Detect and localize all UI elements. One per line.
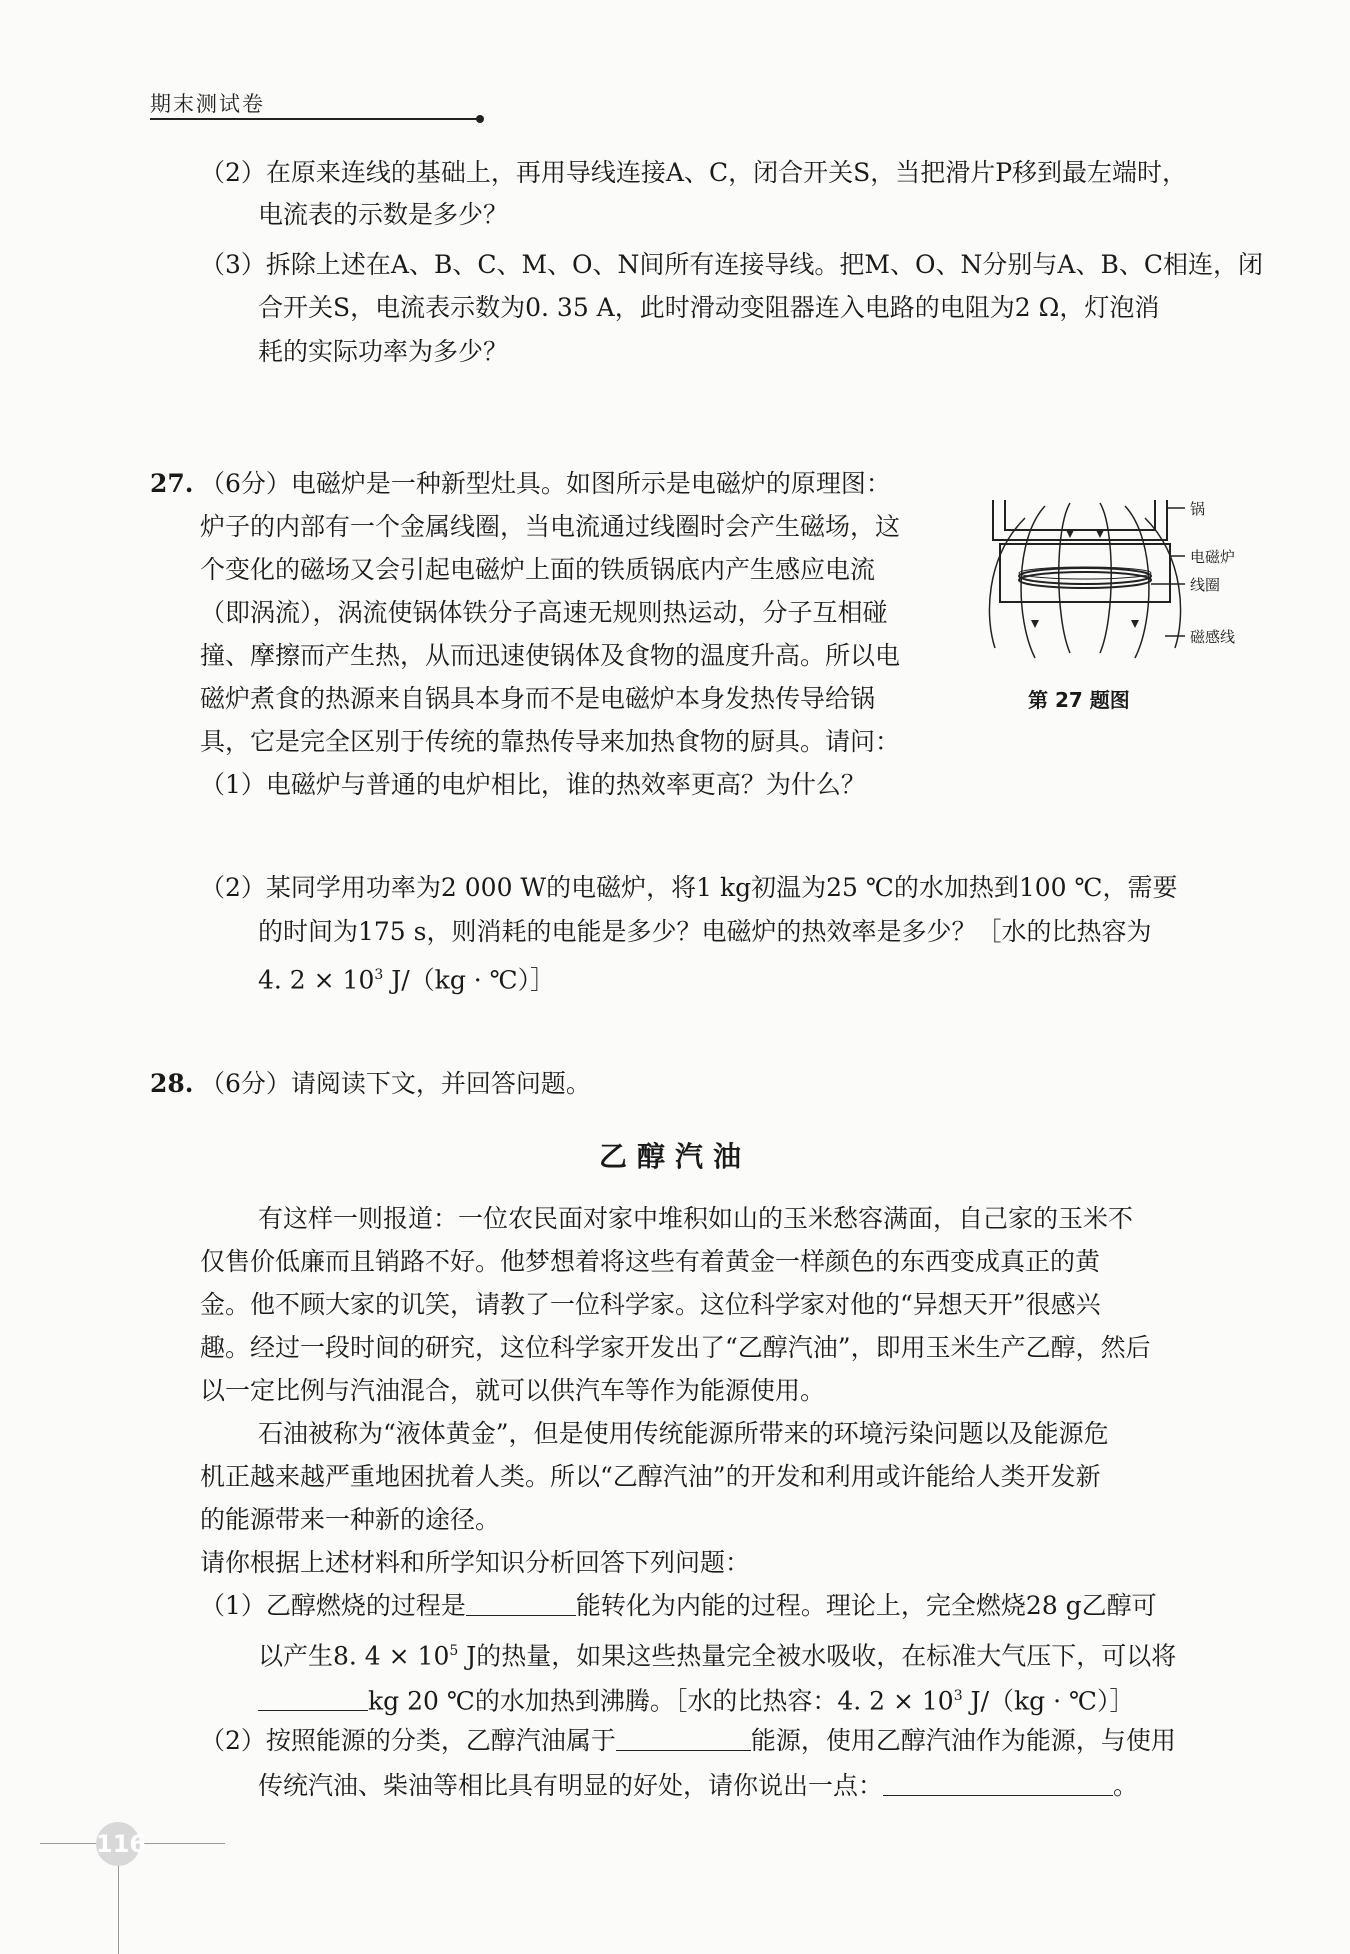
passage-line: 以一定比例与汽油混合，就可以供汽车等作为能源使用。 bbox=[200, 1376, 826, 1405]
page-number: 116 bbox=[96, 1822, 140, 1866]
header-rule bbox=[150, 118, 480, 120]
q27-text-line: （即涡流），涡流使锅体铁分子高速无规则热运动，分子互相碰 bbox=[200, 598, 888, 627]
q28-part2-line2: 传统汽油、柴油等相比具有明显的好处，请你说出一点： 。 bbox=[258, 1771, 1139, 1800]
figure-caption: 第 27 题图 bbox=[1028, 688, 1130, 712]
passage-line: 金。他不顾大家的讥笑，请教了一位科学家。这位科学家对他的“异想天开”很感兴 bbox=[200, 1290, 1101, 1319]
passage-line: 有这样一则报道：一位农民面对家中堆积如山的玉米愁容满面，自己家的玉米不 bbox=[258, 1204, 1134, 1233]
answer-blank[interactable] bbox=[258, 1686, 368, 1711]
q28-part1-line2: 以产生8. $4 \times 10^5$ J的热量，如果这些热量完全被水吸收，在标准大气压下，可以将 bbox=[258, 1641, 1177, 1671]
q26-part3-line2: 合开关S，电流表示数为0. 35 A，此时滑动变阻器连入电路的电阻为2 Ω，灯泡消 bbox=[258, 293, 1160, 322]
header-dot bbox=[476, 115, 484, 123]
answer-blank[interactable] bbox=[616, 1726, 751, 1751]
label-coil: 线圈 bbox=[1190, 576, 1221, 594]
q27-part2-line3: 4. $2 \times 10^3$ J/（kg · ℃）］ bbox=[258, 965, 556, 995]
q28-part2-line1: （2）按照能源的分类，乙醇汽油属于 能源，使用乙醇汽油作为能源，与使用 bbox=[200, 1726, 1176, 1755]
q27-text-line: 磁炉煮食的热源来自锅具本身而不是电磁炉本身发热传导给锅 bbox=[200, 684, 876, 713]
answer-blank[interactable] bbox=[466, 1591, 576, 1616]
q28-intro: （6分）请阅读下文，并回答问题。 bbox=[200, 1069, 591, 1098]
q28-part1-line3: kg 20 ℃的水加热到沸腾。［水的比热容：4. $2 \times 10^3$ J/（kg · ℃）］ bbox=[258, 1681, 1134, 1716]
q27-text-line: 具，它是完全区别于传统的靠热传导来加热食物的厨具。请问： bbox=[200, 727, 901, 756]
q27-part2-line2: 的时间为175 s，则消耗的电能是多少？电磁炉的热效率是多少？［水的比热容为 bbox=[258, 917, 1152, 946]
q27-text-line: （6分）电磁炉是一种新型灶具。如图所示是电磁炉的原理图： bbox=[200, 469, 891, 498]
q27-part1: （1）电磁炉与普通的电炉相比，谁的热效率更高？为什么？ bbox=[200, 770, 866, 799]
q27-text-line: 个变化的磁场又会引起电磁炉上面的铁质锅底内产生感应电流 bbox=[200, 555, 876, 584]
q26-part3-line1: （3）拆除上述在A、B、C、M、O、N间所有连接导线。把M、O、N分别与A、B、C相连，闭 bbox=[200, 250, 1263, 279]
q28-prompt: 请你根据上述材料和所学知识分析回答下列问题： bbox=[200, 1548, 751, 1577]
q28-part1-line1: （1）乙醇燃烧的过程是 能转化为内能的过程。理论上，完全燃烧28 g乙醇可 bbox=[200, 1591, 1157, 1620]
label-stove: 电磁炉 bbox=[1190, 548, 1236, 566]
passage-title: 乙醇汽油 bbox=[598, 1140, 751, 1173]
q28-number: 28. bbox=[150, 1069, 194, 1098]
passage-line: 机正越来越严重地困扰着人类。所以“乙醇汽油”的开发和利用或许能给人类开发新 bbox=[200, 1462, 1101, 1491]
q27-text-line: 撞、摩擦而产生热，从而迅速使锅体及食物的温度升高。所以电 bbox=[200, 641, 901, 670]
header-title: 期末测试卷 bbox=[150, 92, 265, 116]
passage-line: 趣。经过一段时间的研究，这位科学家开发出了“乙醇汽油”，即用玉米生产乙醇，然后 bbox=[200, 1333, 1151, 1362]
label-pot: 锅 bbox=[1190, 500, 1206, 518]
answer-blank[interactable] bbox=[883, 1771, 1113, 1796]
induction-cooker-diagram bbox=[975, 478, 1245, 688]
q26-part2-line2: 电流表的示数是多少？ bbox=[258, 200, 509, 229]
label-field-lines: 磁感线 bbox=[1190, 628, 1236, 646]
footer-rule-vertical bbox=[118, 1866, 119, 1954]
q27-part2-line1: （2）某同学用功率为2 000 W的电磁炉，将1 kg初温为25 ℃的水加热到100 ℃，需要 bbox=[200, 873, 1178, 902]
passage-line: 石油被称为“液体黄金”，但是使用传统能源所带来的环境污染问题以及能源危 bbox=[258, 1419, 1109, 1448]
q27-text-line: 炉子的内部有一个金属线圈，当电流通过线圈时会产生磁场，这 bbox=[200, 512, 901, 541]
q27-number: 27. bbox=[150, 469, 194, 498]
q26-part3-line3: 耗的实际功率为多少？ bbox=[258, 337, 509, 366]
passage-line: 仅售价低廉而且销路不好。他梦想着将这些有着黄金一样颜色的东西变成真正的黄 bbox=[200, 1247, 1101, 1276]
passage-line: 的能源带来一种新的途径。 bbox=[200, 1505, 501, 1534]
q26-part2-line1: （2）在原来连线的基础上，再用导线连接A、C，闭合开关S，当把滑片P移到最左端时， bbox=[200, 158, 1188, 187]
